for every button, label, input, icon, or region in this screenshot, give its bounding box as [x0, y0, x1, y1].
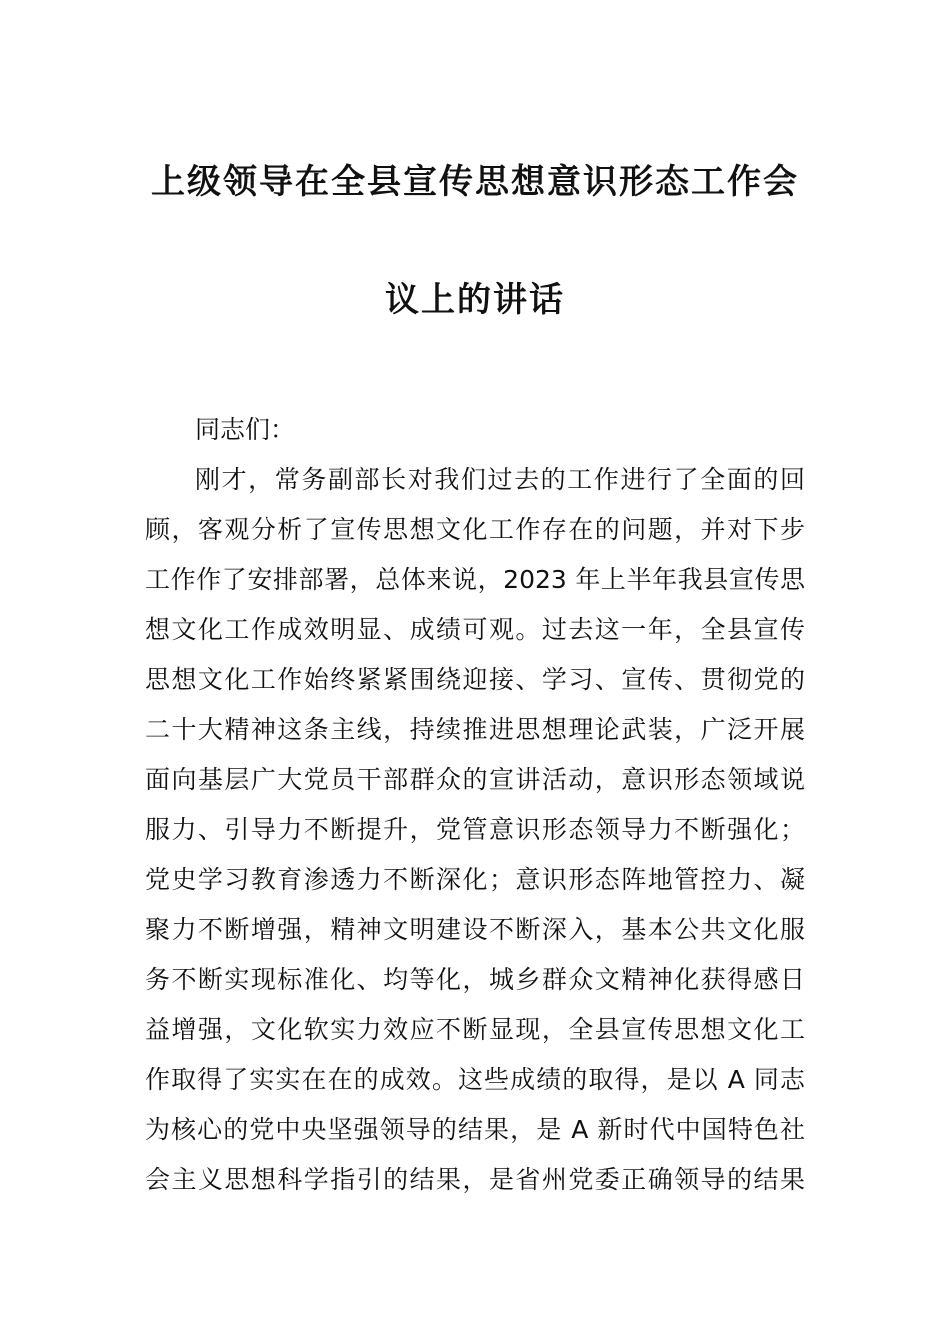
paragraph-line: 顾，客观分析了宣传思想文化工作存在的问题，并对下步	[145, 515, 805, 544]
paragraph-line: 务不断实现标准化、均等化，城乡群众文精神化获得感日	[145, 965, 805, 994]
document-title-line-1: 上级领导在全县宣传思想意识形态工作会	[151, 162, 799, 202]
paragraph-line: 工作作了安排部署，总体来说，2023 年上半年我县宣传思	[145, 565, 805, 594]
paragraph-line: 益增强，文化软实力效应不断显现，全县宣传思想文化工	[145, 1015, 805, 1044]
paragraph-line: 思想文化工作始终紧紧围绕迎接、学习、宣传、贯彻党的	[145, 665, 805, 694]
paragraph-line: 二十大精神这条主线，持续推进思想理论武装，广泛开展	[145, 715, 805, 744]
paragraph-line: 面向基层广大党员干部群众的宣讲活动，意识形态领域说	[145, 765, 805, 794]
paragraph-line: 为核心的党中央坚强领导的结果，是 A 新时代中国特色社	[145, 1115, 805, 1144]
greeting: 同志们：	[195, 415, 296, 444]
paragraph-line: 想文化工作成效明显、成绩可观。过去这一年，全县宣传	[145, 615, 805, 644]
paragraph-line: 刚才，常务副部长对我们过去的工作进行了全面的回	[195, 465, 805, 494]
document-title-line-2: 议上的讲话	[385, 280, 565, 320]
paragraph-line: 党史学习教育渗透力不断深化；意识形态阵地管控力、凝	[145, 865, 805, 894]
paragraph-line: 聚力不断增强，精神文明建设不断深入，基本公共文化服	[145, 915, 805, 944]
paragraph-line: 服力、引导力不断提升，党管意识形态领导力不断强化；	[145, 815, 805, 844]
paragraph-line: 会主义思想科学指引的结果，是省州党委正确领导的结果	[145, 1165, 805, 1194]
paragraph-line: 作取得了实实在在的成效。这些成绩的取得，是以 A 同志	[145, 1065, 805, 1094]
